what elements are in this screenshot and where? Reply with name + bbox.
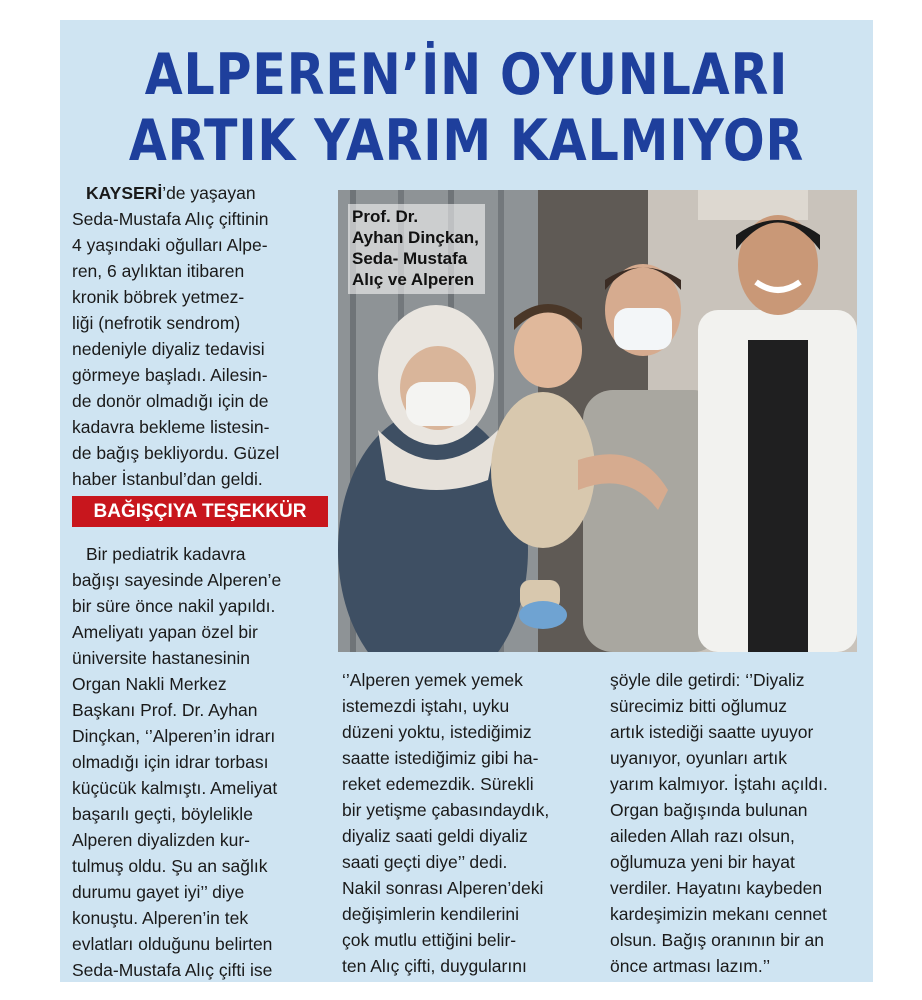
text-line: durumu gayet iyi’’ diye [72,882,245,902]
text-line: Ameliyatı yapan özel bir [72,622,258,642]
text-line: çok mutlu ettiğini belir- [342,930,517,950]
text-line: ren, 6 aylıktan itibaren [72,261,245,281]
lead-paragraph [72,180,328,492]
photo-caption [348,204,485,294]
text-line: kronik böbrek yetmez- [72,287,245,307]
text-line: saatte istediğimiz gibi ha- [342,748,539,768]
text-line: reket edemezdik. Sürekli [342,774,534,794]
text-line: saati geçti diye’’ dedi. [342,852,508,872]
caption-line: Alıç ve Alperen [352,270,475,289]
text-line: bir yetişme çabasındaydık, [342,800,550,820]
text-line: de donör olmadığı için de [72,391,269,411]
text-line: uyanıyor, oyunları artık [610,748,788,768]
text-line: Alperen diyalizden kur- [72,830,251,850]
lead-first-line-rest: ’de yaşayan [162,183,256,203]
text-line: şöyle dile getirdi: ‘’Diyaliz [610,670,805,690]
dateline: KAYSERİ [86,183,163,203]
text-line: Bir pediatrik kadavra [86,544,246,564]
text-line: nedeniyle diyaliz tedavisi [72,339,265,359]
text-line: artık istediği saatte uyuyor [610,722,814,742]
text-line: bağışı sayesinde Alperen’e [72,570,282,590]
text-line: ten Alıç çifti, duygularını [342,956,527,976]
text-line: oğlumuza yeni bir hayat [610,852,795,872]
headline-line-1: ALPEREN’İN OYUNLARI [144,42,789,108]
text-line: haber İstanbul’dan geldi. [72,469,263,489]
caption-line: Seda- Mustafa [352,249,468,268]
text-line: verdiler. Hayatını kaybeden [610,878,823,898]
text-line: Başkanı Prof. Dr. Ayhan [72,700,258,720]
text-line: başarılı geçti, böylelikle [72,804,253,824]
text-line: 4 yaşındaki oğulları Alpe- [72,235,268,255]
text-line: Seda-Mustafa Alıç çiftinin [72,209,269,229]
text-line: olmadığı için idrar torbası [72,752,269,772]
text-line: Seda-Mustafa Alıç çifti ise [72,960,273,980]
caption-line: Ayhan Dinçkan, [352,228,479,247]
family-photo [338,190,857,652]
text-line: Organ Nakli Merkez [72,674,227,694]
text-line: yarım kalmıyor. İştahı açıldı. [610,774,828,794]
subheading: BAĞIŞÇIYA TEŞEKKÜR [72,496,328,527]
text-line: değişimlerin kendilerini [342,904,520,924]
text-line: Organ bağışında bulunan [610,800,808,820]
text-line: olsun. Bağış oranının bir an [610,930,825,950]
text-line: görmeye başladı. Ailesin- [72,365,268,385]
text-line: evlatları olduğunu belirten [72,934,273,954]
text-line: kadavra bekleme listesin- [72,417,270,437]
text-line: Nakil sonrası Alperen’deki [342,878,544,898]
text-line: tulmuş oldu. Şu an sağlık [72,856,268,876]
text-line: düzeni yoktu, istediğimiz [342,722,532,742]
text-line: Dinçkan, ‘’Alperen’in idrarı [72,726,276,746]
text-line: önce artması lazım.’’ [610,956,771,976]
text-line: sürecimiz bitti oğlumuz [610,696,787,716]
text-line: diyaliz saati geldi diyaliz [342,826,528,846]
text-line: bir süre önce nakil yapıldı. [72,596,276,616]
lead-first-line [72,180,328,206]
body-column-3 [610,667,860,979]
text-line: kardeşimizin mekanı cennet [610,904,827,924]
caption-line: Prof. Dr. [352,207,419,226]
body-column-1 [72,541,328,982]
body-column-2 [342,667,592,979]
text-line: aileden Allah razı olsun, [610,826,795,846]
newspaper-clipping [60,20,873,982]
text-line: liği (nefrotik sendrom) [72,313,241,333]
headline-line-2: ARTIK YARIM KALMIYOR [128,108,805,174]
text-line: istemezdi iştahı, uyku [342,696,510,716]
text-line: de bağış bekliyordu. Güzel [72,443,280,463]
text-line: üniversite hastanesinin [72,648,251,668]
text-line: ‘’Alperen yemek yemek [342,670,523,690]
text-line: konuştu. Alperen’in tek [72,908,249,928]
text-line: küçücük kalmıştı. Ameliyat [72,778,278,798]
